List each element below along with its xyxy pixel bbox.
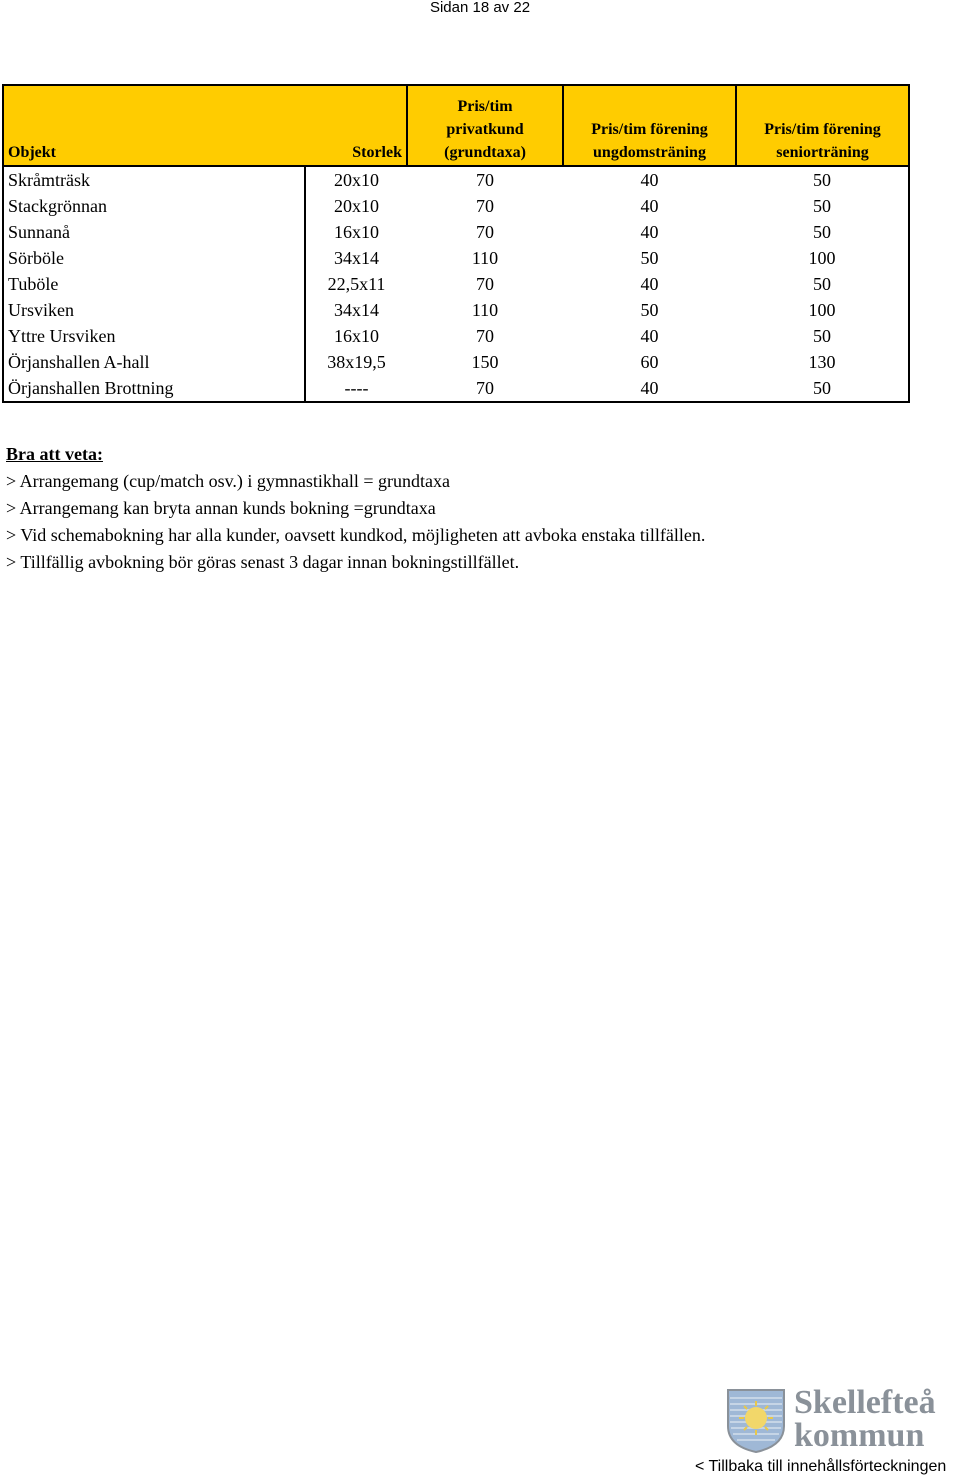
skelleftea-logo: [726, 1386, 956, 1456]
notes-title: Bra att veta:: [6, 444, 103, 464]
table-row: [3, 271, 909, 297]
table-row: [3, 323, 909, 349]
cell-storlek: 16x10: [305, 219, 407, 245]
cell-price-youth: 40: [640, 196, 659, 216]
cell-storlek: 20x10: [305, 166, 407, 193]
cell-price-private: 70: [476, 222, 494, 242]
cell-storlek: 16x10: [305, 323, 407, 349]
cell-price-youth: 50: [640, 248, 659, 268]
cell-price-youth: 40: [640, 274, 659, 294]
table-row: [3, 245, 909, 271]
cell-price-senior: 50: [736, 323, 909, 349]
logo-wordmark: [794, 1386, 936, 1452]
cell-price-senior: 50: [736, 193, 909, 219]
header-line: privatkund: [446, 121, 524, 138]
cell-price-private: 150: [471, 352, 499, 372]
cell-price-private: 70: [476, 274, 494, 294]
page-number: Sidan 18 av 22: [429, 0, 531, 16]
note-line: > Tillfällig avbokning bör göras senast 3 dagar innan bokningstillfället.: [6, 552, 520, 572]
cell-price-youth: 40: [640, 326, 659, 346]
cell-objekt: Sörböle: [3, 245, 305, 271]
cell-price-private: 70: [476, 170, 494, 190]
cell-storlek: ----: [305, 375, 407, 402]
header-price-senior: [736, 85, 909, 166]
header-line: Pris/tim förening: [764, 121, 881, 138]
cell-objekt: Yttre Ursviken: [3, 323, 305, 349]
cell-objekt: Tuböle: [3, 271, 305, 297]
header-line: Pris/tim: [457, 98, 513, 115]
cell-price-senior: 100: [736, 245, 909, 271]
cell-price-private: 70: [476, 196, 494, 216]
header-line: Pris/tim förening: [591, 121, 708, 138]
cell-storlek: 38x19,5: [305, 349, 407, 375]
cell-objekt: Stackgrönnan: [3, 193, 305, 219]
note-line: > Arrangemang (cup/match osv.) i gymnastikhall = grundtaxa: [6, 471, 451, 491]
table-row: [3, 297, 909, 323]
cell-objekt: Sunnanå: [3, 219, 305, 245]
cell-price-senior: 130: [736, 349, 909, 375]
logo-line: Skellefteå: [794, 1384, 936, 1421]
cell-objekt: Örjanshallen Brottning: [3, 375, 305, 402]
cell-price-senior: 50: [736, 375, 909, 402]
cell-storlek: 34x14: [305, 245, 407, 271]
note-line: > Vid schemabokning har alla kunder, oavsett kundkod, möjligheten att avboka enstaka tillfällen.: [6, 525, 706, 545]
table-row: [3, 349, 909, 375]
cell-storlek: 22,5x11: [305, 271, 407, 297]
header-storlek: Storlek: [305, 85, 407, 166]
table-row: [3, 193, 909, 219]
cell-price-private: 110: [471, 300, 499, 320]
logo-line: kommun: [794, 1417, 925, 1454]
cell-storlek: 20x10: [305, 193, 407, 219]
skelleftea-coat-of-arms-icon: [726, 1388, 786, 1454]
cell-price-youth: 40: [640, 170, 659, 190]
cell-price-senior: 100: [736, 297, 909, 323]
notes-section: [6, 441, 705, 576]
header-line: (grundtaxa): [444, 144, 526, 161]
cell-price-senior: 50: [736, 219, 909, 245]
table-row: [3, 166, 909, 193]
cell-price-youth: 60: [640, 352, 659, 372]
cell-price-senior: 50: [736, 166, 909, 193]
header-line: seniorträning: [776, 144, 869, 161]
table-row: [3, 219, 909, 245]
cell-price-youth: 40: [563, 375, 736, 402]
table-header-row: [3, 85, 909, 166]
header-line: ungdomsträning: [593, 144, 706, 161]
cell-objekt: Skråmträsk: [3, 166, 305, 193]
cell-price-youth: 40: [640, 222, 659, 242]
cell-price-senior: 50: [736, 271, 909, 297]
price-table: [2, 84, 910, 403]
cell-price-private: 70: [407, 375, 563, 402]
cell-price-youth: 50: [640, 300, 659, 320]
header-objekt: Objekt: [3, 85, 305, 166]
header-price-youth: [563, 85, 736, 166]
cell-objekt: Ursviken: [3, 297, 305, 323]
cell-price-private: 70: [476, 326, 494, 346]
note-line: > Arrangemang kan bryta annan kunds bokning =grundtaxa: [6, 498, 436, 518]
cell-storlek: 34x14: [305, 297, 407, 323]
back-to-toc-link[interactable]: < Tillbaka till innehållsförteckningen: [695, 1458, 947, 1475]
cell-objekt: Örjanshallen A-hall: [3, 349, 305, 375]
table-row: [3, 375, 909, 402]
header-price-private: [407, 85, 563, 166]
cell-price-private: 110: [471, 248, 499, 268]
